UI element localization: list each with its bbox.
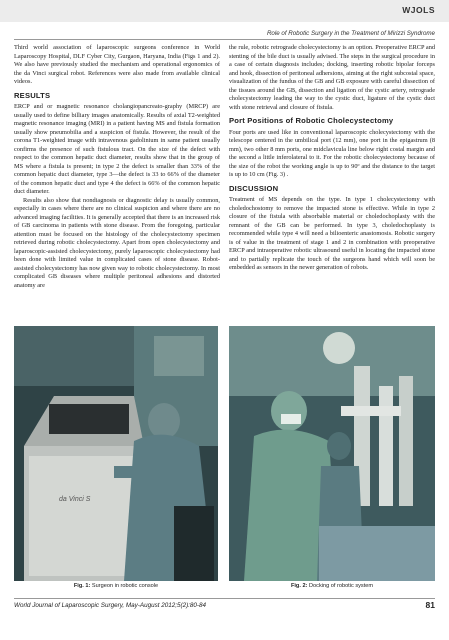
figure-2-caption-text: Docking of robotic system bbox=[309, 583, 374, 589]
console-label: da Vinci S bbox=[59, 496, 91, 503]
surgeon-console-illustration bbox=[14, 326, 218, 581]
right-column bbox=[229, 44, 435, 273]
robot-docking-illustration bbox=[229, 326, 435, 581]
ports-paragraph: Four ports are used like in conventional laparoscopic cholecystectomy with the telescope centered in the umbilical port (12 mm), one port in the epigastrum (8 mm), two other 8 mm ports, one midclavicula line below right costal margin and the second a little inferolateral to it. For the robotic cholecystectomy because of the size of the robot the working angle is up to 90º and the distance to the target is up to 10 cm (Fig. 3) . bbox=[229, 128, 435, 178]
results-paragraph-2: Results also show that nondiagnosis or diagnostic delay is usually common, especially in cases where there are no clinical suspicion and where there are no advanced imaging facilities. It is generally accepted that there is an increased risk of GB carcinoma in patients with stone disease. From the foregoing, particular attention must be focused on the histology of the cholecystectomy specimen retrieved during robotic cholecystectomy. Apart from open cholecystectomy and laparoscopic-assisted cholecystectomy, purely laparoscopic cholecystectomy had been done with limited value in complicated cases of stone disease. Robot-assisted cholecystectomy has now given way to robotic cholecystectomy. In most complicated GB diseases where multiple peritoneal adhesions and distorted anatomy are bbox=[14, 196, 220, 289]
footer-journal: World Journal of Laparoscopic Surgery, May-August 2012;5(2):80-84 bbox=[14, 602, 207, 609]
figure-2-photo bbox=[229, 326, 435, 581]
intro-paragraph: Third world association of laparoscopic surgeons conference in World Laparoscopy Hospital, DLF Cyber City, Gurgaon, Haryana, India (Figs 1 and 2). We also have previously studied the mechanism and operational ergonomics of the da Vinci surgical robot. References were also made from available clinical videos. bbox=[14, 44, 220, 85]
figure-1-label: Fig. 1: bbox=[73, 583, 91, 589]
figure-2-label: Fig. 2: bbox=[290, 583, 308, 589]
figure-2-caption bbox=[229, 583, 435, 589]
figure-1-caption-text: Surgeon in robotic console bbox=[91, 583, 159, 589]
header-rule bbox=[14, 39, 435, 40]
left-column bbox=[14, 44, 220, 290]
journal-brand: WJOLS bbox=[402, 5, 435, 15]
ports-heading: Port Positions of Robotic Cholecystectomy bbox=[229, 116, 394, 125]
footer-rule bbox=[14, 598, 435, 599]
figure-1-photo bbox=[14, 326, 218, 581]
discussion-heading: DISCUSSION bbox=[229, 183, 279, 193]
figure-1-caption bbox=[14, 583, 218, 589]
page-number: 81 bbox=[425, 600, 435, 610]
header-bar bbox=[0, 0, 449, 22]
running-title: Role of Robotic Surgery in the Treatment of Mirizzi Syndrome bbox=[266, 30, 435, 37]
discussion-paragraph: Treatment of MS depends on the type. In type 1 cholecystectomy with choledochostomy to remove the impacted stone is effective. While in type 2 closure of the fistula with absorbable material or choledochoplasty with the remnant of the GB can be performed. In type 3, choledochoplasty is recommended while type 4 will need a bilioenteric anastomosis. Robotic surgery is of value in the treatment of stage 1 and 2 in combination with preoperative ERCP and intraoperative robotic ultrasound useful in locating the impacted stone and to partially replicate the touch of the surgeons hand which will soon be embedded as sensors in the newer generation of robots. bbox=[229, 196, 435, 271]
results-paragraph-1: ERCP and or magnetic resonance cholangiopancreato-graphy (MRCP) are usually used to define billiary images anatomically. Results of axial T2-weighted magnetic resonance imaging (MRI) in a patient having MS and fistula formation usually show pneumobilia and a suspicion of fistula. However, the result of the corona T1-weighted image with intravenous gadolinium in same patient usually confirms the presence of such fistulous tract. On the size of the defect with respect to the common hepatic duct diameter, results show that in the group of MS where a fistula is present; in type 2 the defect is smaller than 33% of the common hepatic duct diameter, type 3—the defect is 33 to 66% of the diameter of the common hepatic duct and type 4 the defect is 66% of the common hepatic duct diameter. bbox=[14, 103, 220, 195]
results-heading: RESULTS bbox=[14, 90, 51, 100]
procedure-paragraph: the rule, robotic retrograde cholecystectomy is an option. Preoperative ERCP and stenting of the bile duct is usually advised. The steps in the surgical procedure in a case of certain diagnosis includes; docking, inserting robotic bipolar forceps and hook, dissection of peritoneal adhersions, aiming at the right subcostal space, visualization of the fundus of the GB and GB exposure with careful dissection of the tissues around the GB, dissection and ligation of the cystic artery, retrograde cholecystectomy leading the way to the cystic duct, ligature of the cystic duct with stone retrieval and closure of fistula. bbox=[229, 44, 435, 111]
